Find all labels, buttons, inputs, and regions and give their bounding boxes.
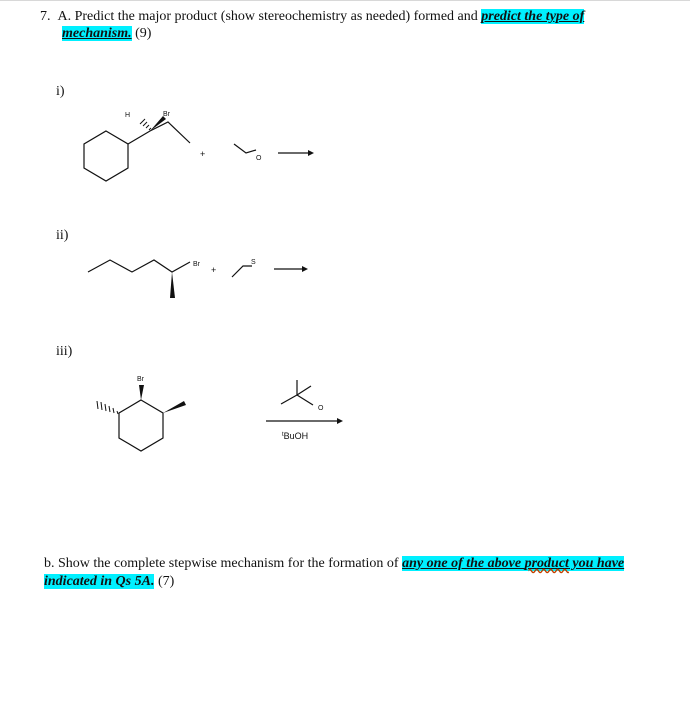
question-a-highlight-1: predict the type of [481, 9, 585, 24]
tbu-bond-right [297, 386, 311, 395]
atom-br-2: Br [193, 261, 200, 268]
question-b-marks: (7) [154, 574, 175, 589]
solvent-main: BuOH [283, 431, 309, 441]
question-b-prefix: b. Show the complete stepwise mechanism for the formation of [44, 556, 403, 571]
part-label-iii: iii) [56, 344, 73, 359]
alkyl-chain-2 [88, 260, 190, 272]
methoxide-bond [234, 144, 256, 153]
tbu-bond-o [297, 395, 313, 405]
solvent-label [282, 431, 308, 441]
wedge-bond-br-3 [139, 385, 144, 400]
atom-br-3: Br [137, 376, 144, 383]
hash-bond-h-1 [140, 119, 151, 130]
part-label-ii: ii) [56, 228, 69, 243]
arrowhead-1 [308, 150, 314, 156]
reaction-1-structures [84, 116, 308, 181]
part-label-i: i) [56, 84, 65, 99]
atom-o-1: O [256, 155, 262, 162]
question-b-line2 [44, 573, 174, 590]
question-b-highlight-1 [402, 556, 624, 571]
question-b-highlight-2: indicated in Qs 5A. [44, 574, 155, 589]
question-a-highlight-2: mechanism. [62, 26, 132, 41]
cyclohexane-ring-1 [84, 131, 128, 181]
wedge-bond-2 [170, 272, 175, 298]
solvent-superscript: t [282, 432, 284, 438]
question-number: 7. [40, 9, 51, 24]
question-b-highlight-1a: any one of the above [402, 556, 525, 571]
cyclohexane-ring-3 [119, 400, 163, 451]
atom-o-3: O [318, 405, 324, 412]
atom-br-1: Br [163, 111, 170, 118]
hash-bond-methyl-3 [97, 401, 118, 414]
question-b-line1 [44, 555, 624, 572]
wedge-bond-br-1 [150, 116, 166, 131]
atom-s-2: S [251, 259, 256, 266]
question-a-marks: (9) [131, 26, 152, 41]
question-b-highlight-1c: you have [568, 556, 625, 571]
question-b-highlight-1b: product [524, 556, 569, 571]
plus-sign-1: + [200, 149, 206, 159]
atom-h-1: H [125, 112, 131, 119]
tbu-bond-left [281, 395, 297, 404]
plus-sign-2: + [211, 265, 217, 275]
alkyl-chain-1 [128, 122, 190, 144]
question-a-prefix: A. Predict the major product (show stereochemistry as needed) formed and [57, 9, 482, 24]
wedge-bond-methyl-3 [163, 401, 186, 413]
arrowhead-2 [302, 266, 308, 272]
thiolate-bond [232, 266, 252, 277]
arrowhead-3 [337, 418, 343, 424]
